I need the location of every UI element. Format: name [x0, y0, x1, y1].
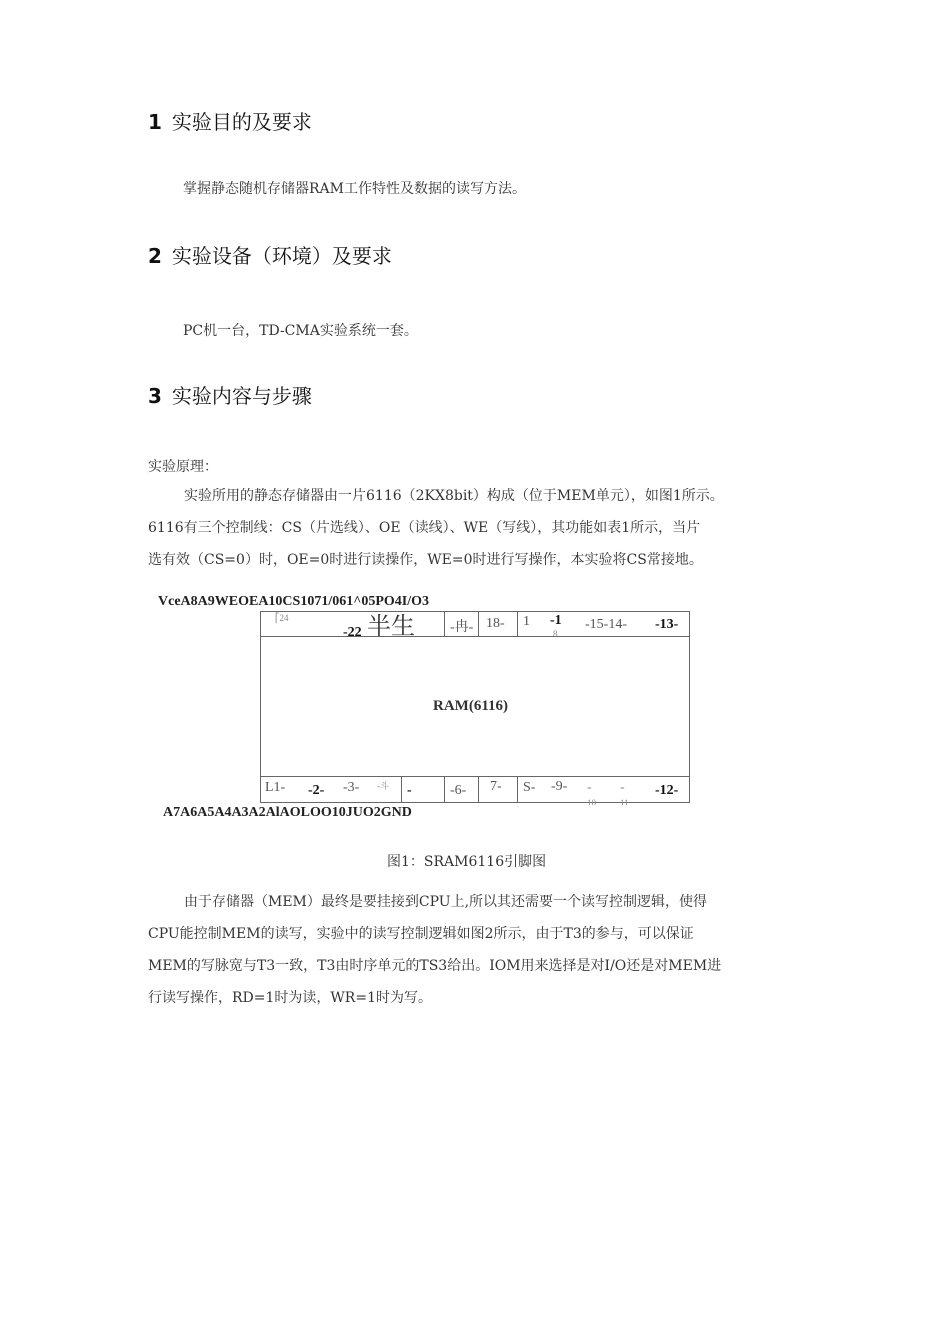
section-heading-2: [148, 240, 392, 269]
pin-cell: -9-: [551, 779, 568, 794]
pin-cell: -冉-: [450, 620, 474, 635]
section-number: 1: [148, 110, 162, 134]
pin-cell: S-: [523, 780, 536, 795]
paragraph-line: 选有效（CS=0）时，OE=0时进行读操作，WE=0时进行写操作，本实验将CS常接地。: [148, 552, 703, 568]
pin-cell: 18-: [486, 616, 505, 631]
pin-divider: [401, 776, 402, 803]
top-pin-labels: VceA8A9WEOEA10CS1071/061^05PO4I/O3: [158, 594, 430, 609]
pin-divider: [444, 776, 445, 803]
paragraph-1: [148, 480, 724, 576]
paragraph-2: [148, 886, 721, 1014]
section-1-text: 掌握静态随机存储器RAM工作特性及数据的读写方法。: [183, 181, 526, 197]
pin-cell: 10: [587, 798, 596, 805]
pin-cell: -6-: [450, 783, 467, 798]
section-heading-3: [148, 380, 312, 409]
pin-divider: [444, 611, 445, 636]
section-heading-1: [148, 106, 312, 135]
paragraph-line: MEM的写脉宽与T3一致，T3由时序单元的TS3给出。IOM用来选择是对I/O还是对MEM进: [148, 958, 722, 974]
figure-caption: 图1：SRAM6116引脚图: [387, 854, 547, 870]
paragraph-line: 实验所用的静态存储器由一片6116（2KX8bit）构成（位于MEM单元），如图1所示。: [184, 488, 724, 504]
pin-cell: -3-: [343, 780, 360, 795]
bottom-pin-row-divider: [260, 776, 690, 777]
section-title: 实验目的及要求: [171, 110, 312, 134]
pin-cell: -13-: [655, 617, 679, 632]
section-2-text: PC机一台，TD-CMA实验系统一套。: [183, 323, 418, 339]
pin-cell: 8: [553, 629, 558, 636]
paragraph-line: 由于存储器（MEM）最终是要挂接到CPU上,所以其还需要一个读写控制逻辑，使得: [184, 894, 708, 910]
pin-cell: 11: [620, 798, 629, 805]
pin-cell: L1-: [265, 780, 286, 795]
pin-divider: [478, 611, 479, 636]
pin-cell: -12-: [655, 783, 679, 798]
pin-cell: -: [620, 780, 625, 795]
paragraph-line: 6116有三个控制线：CS（片选线）、OE（读线）、WE（写线），其功能如表1所示，当片: [148, 520, 701, 536]
paragraph-line: 行读写操作，RD=1时为读，WR=1时为写。: [148, 990, 432, 1006]
section-title: 实验内容与步骤: [171, 384, 312, 408]
pin-cell: 1: [523, 614, 530, 629]
chip-label: RAM(6116): [433, 698, 508, 714]
section-title: 实验设备（环境）及要求: [171, 244, 392, 268]
section-number: 2: [148, 244, 162, 268]
pin-cell: -15-14-: [585, 617, 627, 632]
pin-cell: ⎡24: [275, 613, 289, 623]
pin-cell: -1: [550, 613, 562, 628]
pin-cell: -2-: [308, 783, 325, 798]
bottom-pin-labels: A7A6A5A4A3A2AlAOLOO10JUO2GND: [163, 805, 412, 820]
principle-label: 实验原理：: [148, 459, 218, 475]
section-number: 3: [148, 384, 162, 408]
pin-cell: -: [587, 780, 592, 795]
pin-divider: [478, 776, 479, 803]
pin-cell: -22: [343, 625, 362, 640]
pin-cell: 7-: [490, 779, 502, 794]
pin-cell: -: [407, 783, 412, 798]
pin-divider: [517, 611, 518, 636]
pin-cell: 半生: [367, 614, 415, 636]
pin-divider: [517, 776, 518, 803]
pin-cell: -斗: [377, 781, 389, 791]
top-pin-row-divider: [260, 636, 690, 637]
paragraph-line: CPU能控制MEM的读写，实验中的读写控制逻辑如图2所示，由于T3的参与，可以保证: [148, 926, 694, 942]
